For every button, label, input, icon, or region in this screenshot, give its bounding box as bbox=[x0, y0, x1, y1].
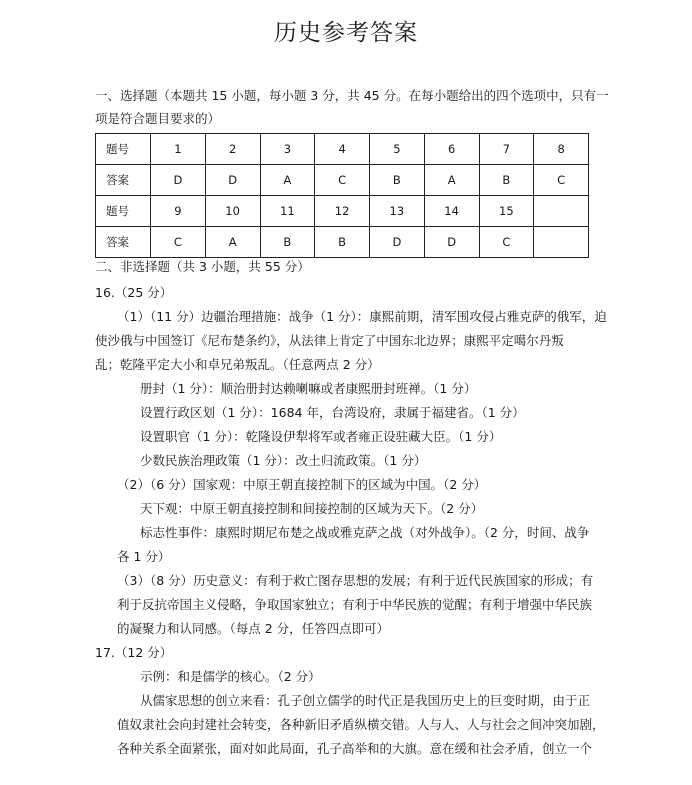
answer-line: 各 1 分） bbox=[117, 549, 171, 564]
table-row bbox=[96, 196, 589, 227]
answer-cell: D bbox=[151, 165, 206, 196]
question-number: 1 bbox=[151, 134, 206, 165]
question-16-header: 16.（25 分） bbox=[95, 285, 173, 300]
question-number: 3 bbox=[260, 134, 315, 165]
answer-line: 少数民族治理政策（1 分）：改土归流政策。（1 分） bbox=[140, 453, 427, 468]
answer-cell: A bbox=[424, 165, 479, 196]
question-number: 9 bbox=[151, 196, 206, 227]
answer-line: 册封（1 分）：顺治册封达赖喇嘛或者康熙册封班禅。（1 分） bbox=[140, 381, 477, 396]
page-title: 历史参考答案 bbox=[274, 20, 418, 46]
table-row bbox=[96, 227, 589, 258]
section2-heading: 二、非选择题（共 3 小题，共 55 分） bbox=[95, 259, 310, 274]
answer-line: 示例：和是儒学的核心。（2 分） bbox=[140, 669, 321, 684]
answer-line: 设置职官（1 分）：乾隆设伊犁将军或者雍正设驻藏大臣。（1 分） bbox=[140, 429, 502, 444]
row-label: 答案 bbox=[96, 227, 151, 258]
answer-cell: D bbox=[370, 227, 425, 258]
answer-line: 的凝聚力和认同感。（每点 2 分，任答四点即可） bbox=[117, 621, 390, 636]
answer-cell: B bbox=[260, 227, 315, 258]
answer-cell: B bbox=[479, 165, 534, 196]
answer-cell bbox=[534, 227, 589, 258]
answer-line: 天下观：中原王朝直接控制和间接控制的区域为天下。（2 分） bbox=[140, 501, 484, 516]
answer-cell: C bbox=[151, 227, 206, 258]
section1-heading-cont: 项是符合题目要求的） bbox=[95, 111, 221, 126]
question-number: 8 bbox=[534, 134, 589, 165]
question-number bbox=[534, 196, 589, 227]
answer-cell: C bbox=[534, 165, 589, 196]
answer-cell: A bbox=[260, 165, 315, 196]
question-17-header: 17.（12 分） bbox=[95, 645, 173, 660]
question-number: 12 bbox=[315, 196, 370, 227]
answer-line: 各种关系全面紧张，面对如此局面，孔子高举和的大旗。意在缓和社会矛盾，创立一个 bbox=[117, 741, 593, 756]
question-number: 11 bbox=[260, 196, 315, 227]
answer-cell: A bbox=[205, 227, 260, 258]
question-number: 13 bbox=[370, 196, 425, 227]
answer-line: 设置行政区划（1 分）：1684 年，台湾设府，隶属于福建省。（1 分） bbox=[140, 405, 525, 420]
table-row bbox=[96, 165, 589, 196]
row-label: 题号 bbox=[96, 134, 151, 165]
question-number: 15 bbox=[479, 196, 534, 227]
question-number: 5 bbox=[370, 134, 425, 165]
answer-table bbox=[95, 133, 589, 258]
answer-line: 使沙俄与中国签订《尼布楚条约》，从法律上肯定了中国东北边界；康熙平定噶尔丹叛 bbox=[95, 333, 564, 348]
question-number: 4 bbox=[315, 134, 370, 165]
answer-line: 乱；乾隆平定大小和卓兄弟叛乱。（任意两点 2 分） bbox=[95, 357, 380, 372]
answer-cell: D bbox=[424, 227, 479, 258]
row-label: 答案 bbox=[96, 165, 151, 196]
answer-cell: B bbox=[370, 165, 425, 196]
question-number: 7 bbox=[479, 134, 534, 165]
question-number: 6 bbox=[424, 134, 479, 165]
answer-cell: D bbox=[205, 165, 260, 196]
answer-line: （1）（11 分）边疆治理措施：战争（1 分）：康熙前期，清军围攻侵占雅克萨的俄军，迫 bbox=[117, 309, 607, 324]
answer-line: （3）（8 分）历史意义：有利于救亡图存思想的发展；有利于近代民族国家的形成；有 bbox=[117, 573, 594, 588]
section1-heading: 一、选择题（本题共 15 小题，每小题 3 分，共 45 分。在每小题给出的四个选项中，只有一 bbox=[95, 88, 609, 103]
question-number: 10 bbox=[205, 196, 260, 227]
answer-cell: B bbox=[315, 227, 370, 258]
answer-line: 标志性事件：康熙时期尼布楚之战或雅克萨之战（对外战争）。（2 分，时间、战争 bbox=[140, 525, 590, 540]
answer-line: （2）（6 分）国家观：中原王朝直接控制下的区域为中国。（2 分） bbox=[117, 477, 487, 492]
row-label: 题号 bbox=[96, 196, 151, 227]
table-row bbox=[96, 134, 589, 165]
question-number: 14 bbox=[424, 196, 479, 227]
answer-line: 从儒家思想的创立来看：孔子创立儒学的时代正是我国历史上的巨变时期，由于正 bbox=[140, 693, 591, 708]
answer-cell: C bbox=[315, 165, 370, 196]
answer-cell: C bbox=[479, 227, 534, 258]
answer-line: 利于反抗帝国主义侵略，争取国家独立；有利于中华民族的觉醒；有利于增强中华民族 bbox=[117, 597, 593, 612]
answer-line: 值奴隶社会向封建社会转变，各种新旧矛盾纵横交错。人与人、人与社会之间冲突加剧， bbox=[117, 717, 605, 732]
question-number: 2 bbox=[205, 134, 260, 165]
